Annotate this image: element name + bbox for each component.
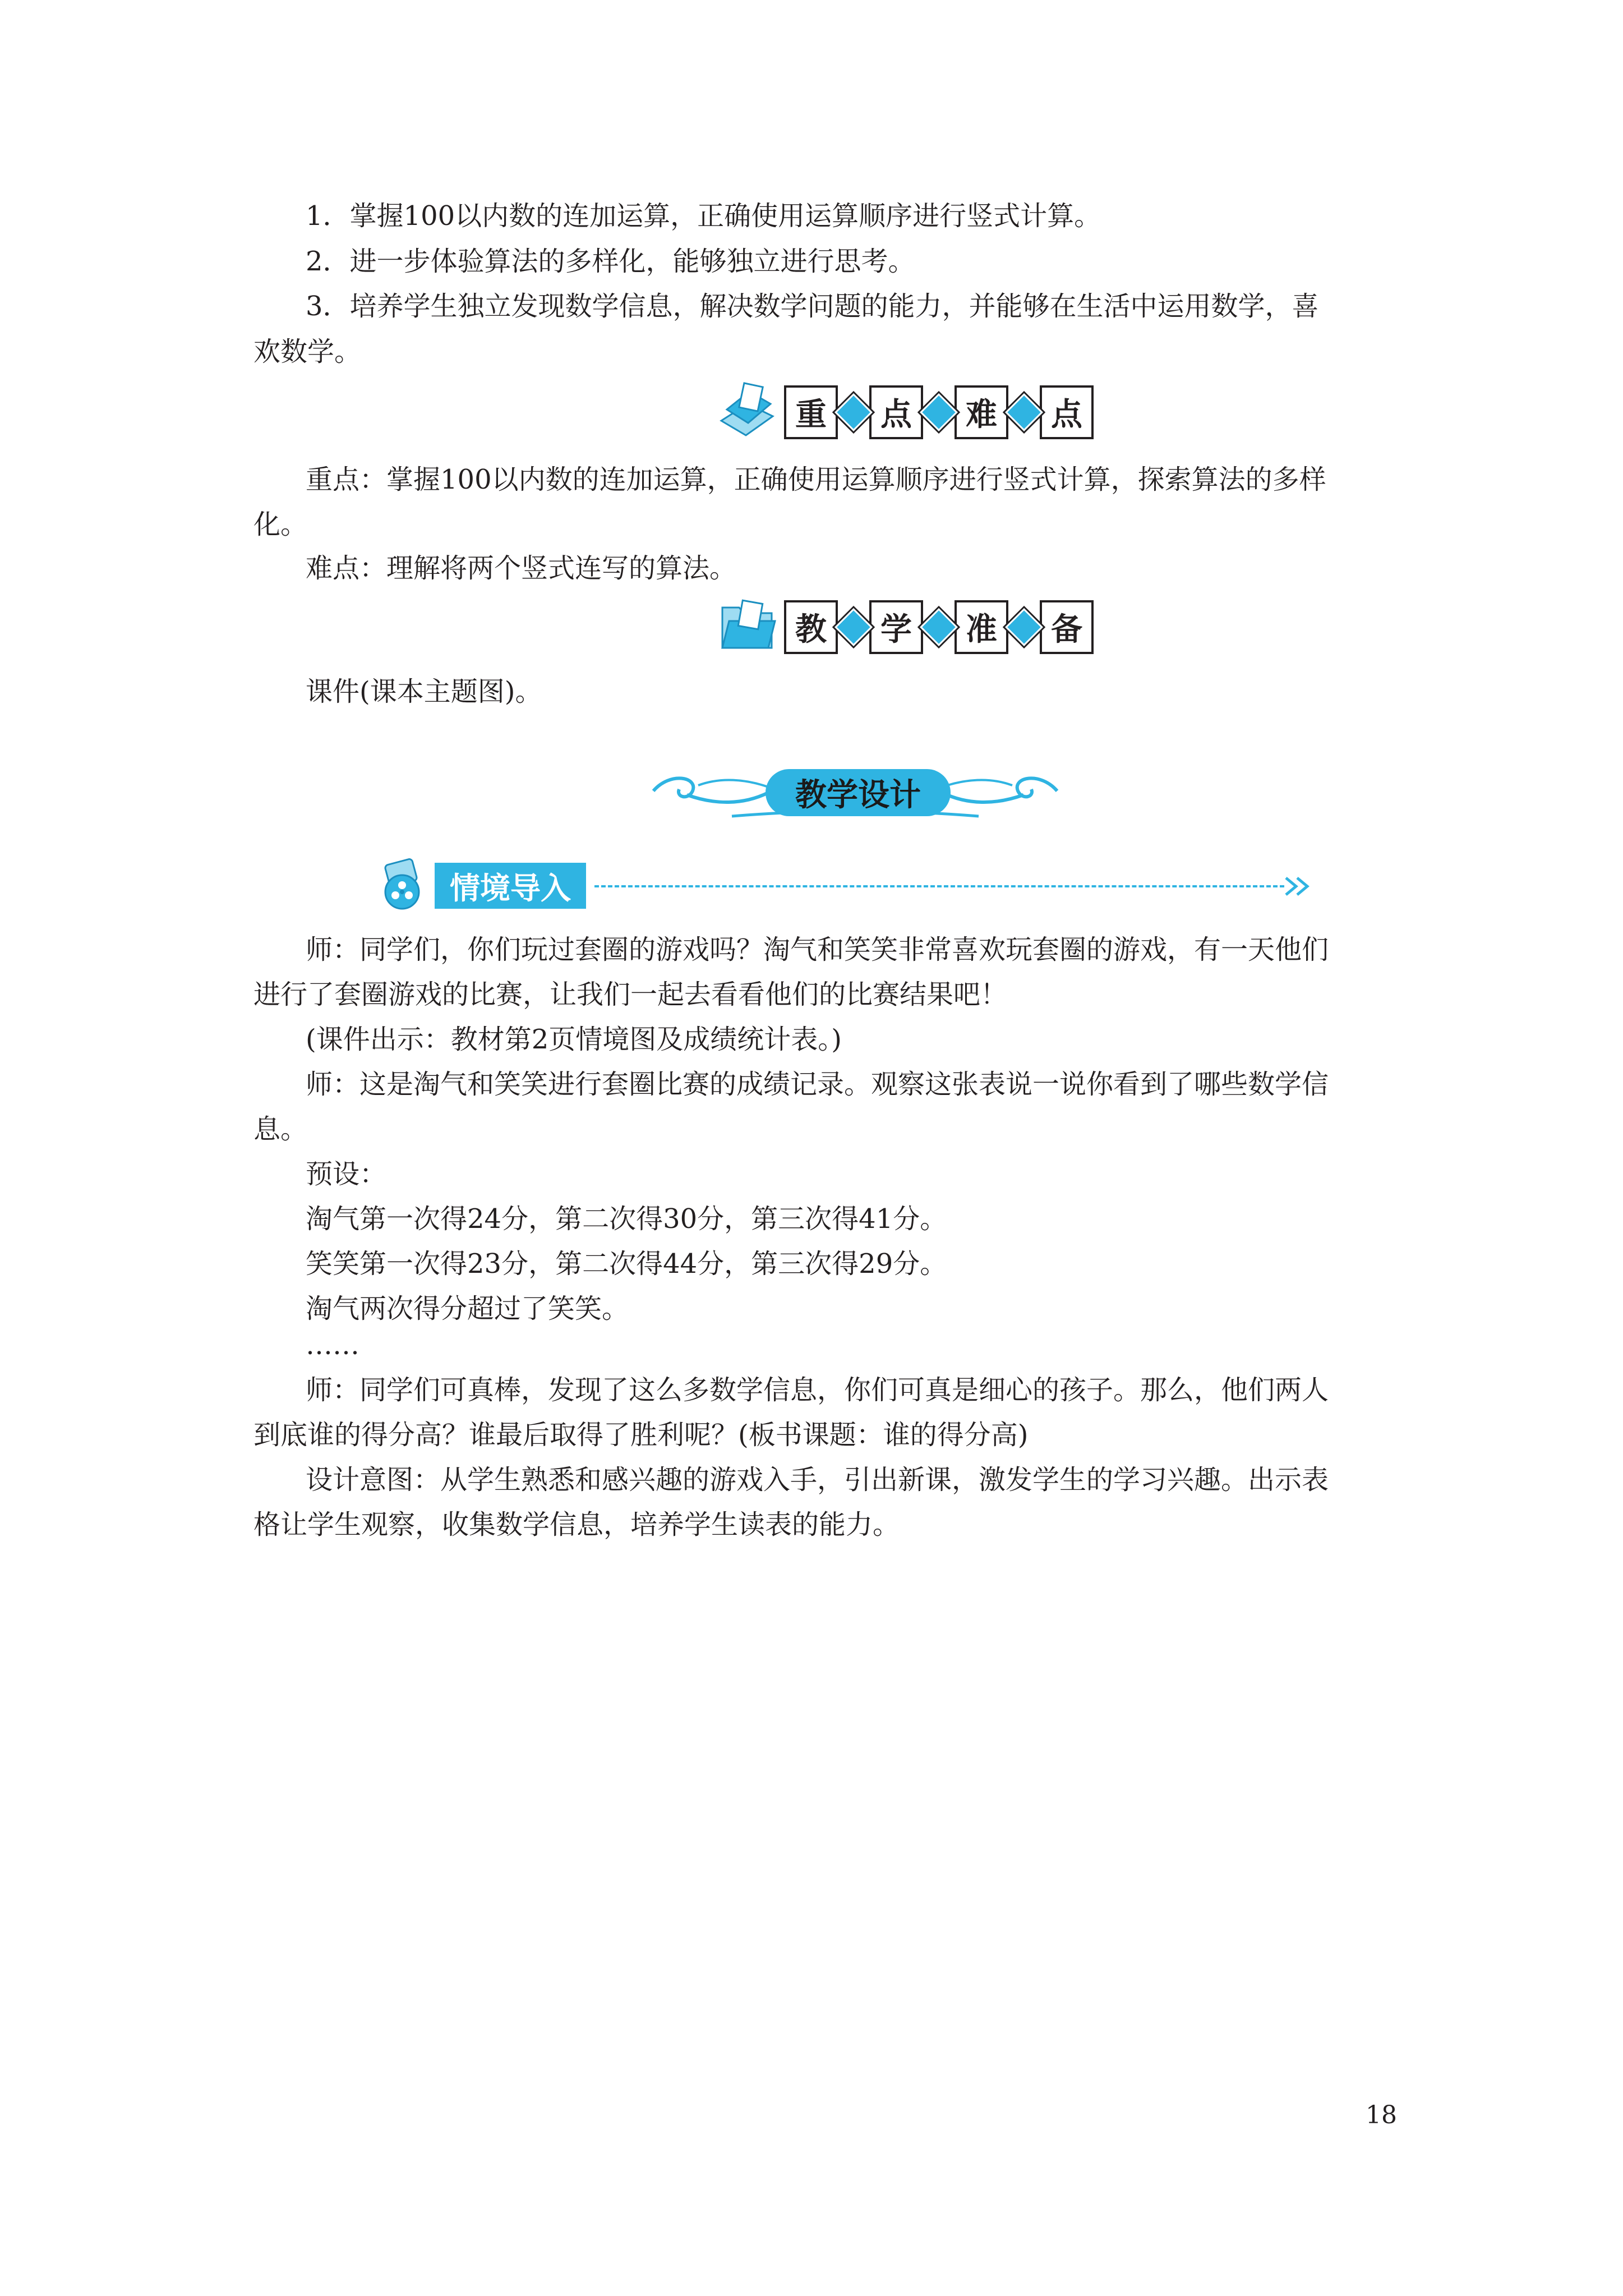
design-banner-label: 教学设计 bbox=[766, 769, 951, 816]
key-points-char-4: 点 bbox=[1040, 385, 1094, 439]
key-points-char-2: 点 bbox=[869, 385, 923, 439]
book-stack-icon bbox=[717, 381, 778, 443]
preset-xiaoxiao: 笑笑第一次得23分，第二次得44分，第三次得29分。 bbox=[306, 1248, 947, 1280]
diamond-separator bbox=[1005, 393, 1043, 431]
courseware-note: (课件出示：教材第2页情境图及成绩统计表。) bbox=[306, 1024, 842, 1055]
page-number: 18 bbox=[1366, 2101, 1397, 2129]
folder-icon bbox=[717, 596, 778, 658]
objective-3-cont: 欢数学。 bbox=[253, 336, 362, 367]
key-points-header bbox=[717, 381, 1094, 443]
diamond-separator bbox=[1005, 608, 1043, 646]
design-banner bbox=[648, 760, 1063, 822]
prep-text: 课件(课本主题图)。 bbox=[306, 676, 542, 707]
preset-comparison: 淘气两次得分超过了笑笑。 bbox=[306, 1293, 629, 1324]
dialogue-line-3: 师：这是淘气和笑笑进行套圈比赛的成绩记录。观察这张表说一说你看到了哪些数学信 bbox=[306, 1069, 1329, 1100]
preset-taoqi: 淘气第一次得24分，第二次得30分，第三次得41分。 bbox=[306, 1203, 947, 1235]
dialogue-line-1: 师：同学们，你们玩过套圈的游戏吗？淘气和笑笑非常喜欢玩套圈的游戏，有一天他们 bbox=[306, 934, 1329, 965]
prep-char-3: 准 bbox=[955, 600, 1008, 654]
dialogue-line-4: 息。 bbox=[253, 1114, 308, 1145]
prep-char-1: 教 bbox=[784, 600, 838, 654]
key-points-char-3: 难 bbox=[955, 385, 1008, 439]
key-point-line-1: 重点：掌握100以内数的连加运算，正确使用运算顺序进行竖式计算，探索算法的多样 bbox=[306, 464, 1326, 495]
dialogue-line-5: 师：同学们可真棒，发现了这么多数学信息，你们可真是细心的孩子。那么，他们两人 bbox=[306, 1374, 1329, 1406]
double-chevron-icon bbox=[1281, 872, 1315, 900]
ellipsis: …… bbox=[306, 1329, 359, 1361]
prep-char-2: 学 bbox=[869, 600, 923, 654]
film-reel-icon bbox=[377, 857, 433, 913]
diamond-separator bbox=[920, 393, 958, 431]
dialogue-line-2: 进行了套圈游戏的比赛，让我们一起去看看他们的比赛结果吧！ bbox=[253, 979, 1008, 1010]
key-points-char-1: 重 bbox=[784, 385, 838, 439]
design-intent-line-1: 设计意图：从学生熟悉和感兴趣的游戏入手，引出新课，激发学生的学习兴趣。出示表 bbox=[306, 1464, 1329, 1496]
dashed-divider bbox=[594, 885, 1284, 887]
diamond-separator bbox=[920, 608, 958, 646]
preset-label: 预设： bbox=[306, 1158, 387, 1190]
difficulty-line: 难点：理解将两个竖式连写的算法。 bbox=[306, 553, 737, 584]
prep-char-4: 备 bbox=[1040, 600, 1094, 654]
section-tag: 情境导入 bbox=[435, 863, 586, 909]
design-intent-line-2: 格让学生观察，收集数学信息，培养学生读表的能力。 bbox=[253, 1509, 900, 1540]
diamond-separator bbox=[834, 393, 873, 431]
diamond-separator bbox=[834, 608, 873, 646]
dialogue-line-6: 到底谁的得分高？谁最后取得了胜利呢？(板书课题：谁的得分高) bbox=[253, 1419, 1029, 1451]
key-point-line-2: 化。 bbox=[253, 509, 308, 540]
objective-3: 3．培养学生独立发现数学信息，解决数学问题的能力，并能够在生活中运用数学，喜 bbox=[306, 291, 1319, 322]
objective-1: 1．掌握100以内数的连加运算，正确使用运算顺序进行竖式计算。 bbox=[306, 200, 1101, 232]
prep-header bbox=[717, 596, 1094, 658]
objective-2: 2．进一步体验算法的多样化，能够独立进行思考。 bbox=[306, 246, 915, 277]
